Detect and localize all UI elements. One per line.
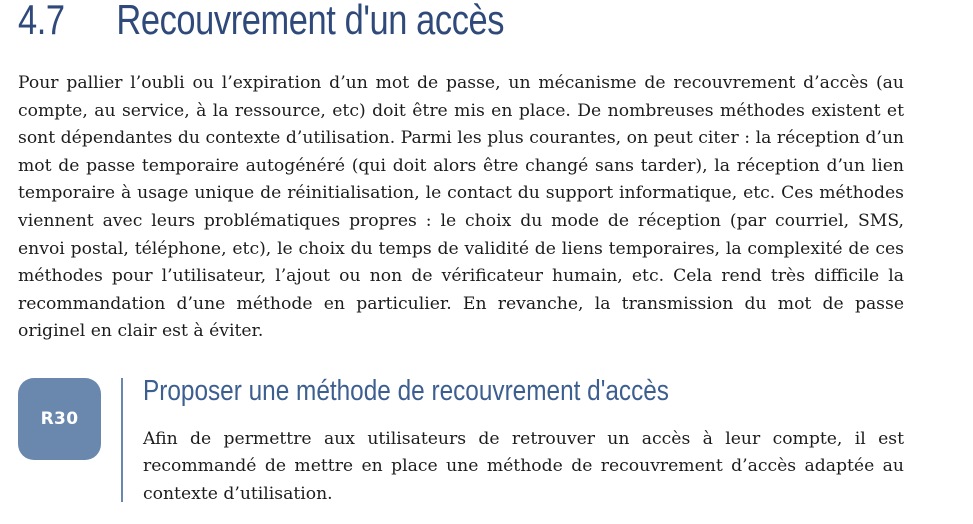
section-title: Recouvrement d'un accès	[116, 0, 505, 43]
section-number: 4.7	[18, 0, 65, 43]
section-heading	[18, 0, 504, 48]
recommendation-text: Afin de permettre aux utilisateurs de retrouver un accès à leur compte, il est recommandé de mettre en place une méthode de recouvrement d’accès adaptée au contexte d’utilisation.	[143, 429, 904, 504]
recommendation-divider	[121, 378, 123, 502]
recommendation-title: Proposer une méthode de recouvrement d'accès	[143, 375, 669, 407]
recommendation-badge: R30	[18, 378, 101, 460]
body-paragraph: Pour pallier l’oubli ou l’expiration d’un mot de passe, un mécanisme de recouvrement d’accès (au compte, au service, à la ressource, etc) doit être mis en place. De nombreuses méthodes existent et sont dépendantes du contexte d’utilisation. Parmi les plus courantes, on peut citer : la réception d’un mot de passe temporaire autogénéré (qui doit alors être changé sans tarder), la réception d’un lien temporaire à usage unique de réinitialisation, le contact du support informatique, etc. Ces méthodes viennent avec leurs problématiques propres : le choix du mode de réception (par courriel, SMS, envoi postal, téléphone, etc), le choix du temps de validité de liens temporaires, la complexité de ces méthodes pour l’utilisateur, l’ajout ou non de vérificateur humain, etc. Cela rend très difficile la recommandation d’une méthode en particulier. En revanche, la transmission du mot de passe originel en clair est à éviter.	[18, 73, 904, 342]
